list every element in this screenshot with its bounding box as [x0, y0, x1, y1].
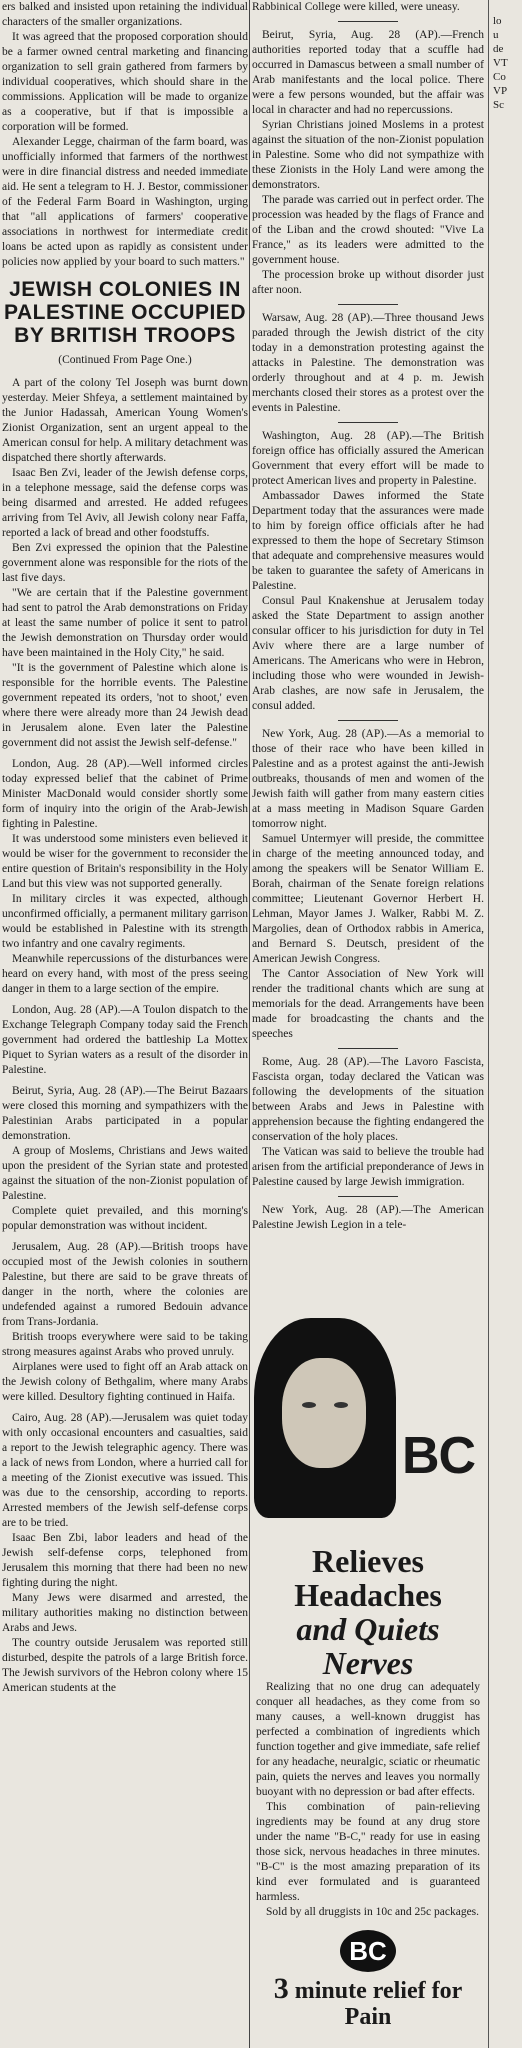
- bc-advertisement: [252, 1318, 484, 2048]
- paragraph: British troops everywhere were said to be taking strong measures against Arabs who proved unruly.: [2, 1331, 248, 1358]
- paragraph: Many Jews were disarmed and arrested, the military authorities making no distinction between Arabs and Jews.: [2, 1592, 248, 1634]
- ad-tagline: [252, 1972, 484, 2030]
- jerusalem-dispatch: [2, 1240, 248, 1405]
- paragraph: Beirut, Syria, Aug. 28 (AP).—French authorities reported today that a scuffle had occurred in Damascus between a small number of Arab manifestants and the local police. There were a few persons wounded, but the affair was local in character and had no repercussions.: [252, 29, 484, 116]
- ad-paragraph: Realizing that no one drug can adequately conquer all headaches, as they come from so many causes, a well-known druggist has perfected a combination of ingredients which function together and give immediate, safe relief for any headache, neuralgic, sciatic or rheumatic pain, quiets the nerves and leaves you normally buoyant with no depression or bad after effects.: [256, 1681, 480, 1798]
- paragraph: Ambassador Dawes informed the State Department today that the assurances were made to him by foreign office officials after he had expressed to them the hope of Secretary Stimson that adequate and comprehensive measures would be taken to guarantee the safety of Americans in Palestine.: [252, 490, 484, 592]
- paragraph: A group of Moslems, Christians and Jews waited upon the president of the Syrian state and protested against the situation of the non-Zionist population of Palestine.: [2, 1145, 248, 1202]
- paragraph: Complete quiet prevailed, and this morning's popular demonstration was without incident.: [2, 1205, 248, 1232]
- paragraph: Isaac Ben Zbi, labor leaders and head of the Jewish self-defense corps, telephoned from Jerusalem this morning that there had been no new fighting during the night.: [2, 1532, 248, 1589]
- paragraph: It was agreed that the proposed corporation should be a farmer owned central marketing and financing organization to sell grain gathered from farmers by individual cooperatives, which should share in the commissions. Application will be made to organize as a cooperative, but if that is impossible a corporation will be formed.: [2, 31, 248, 133]
- divider: [338, 1048, 398, 1049]
- london-toulon-dispatch: [2, 1003, 248, 1078]
- paragraph: Alexander Legge, chairman of the farm board, was unofficially informed that farmers of the northwest were in dire financial distress and needed immediate aid. He sent a telegram to H. J. Bestor, commissioner of the Federal Farm Board in Washington, urging that "all applications of farmers' cooperative associations in northwest for intermediate credit loans be acted upon as rapidly as consistent under policies now applied by your board to such matters.": [2, 136, 248, 268]
- paragraph: The Vatican was said to believe the trouble had arisen from the artificial preponderance of Jews in Palestine caused by large Jewish immigration.: [252, 1146, 484, 1188]
- divider: [338, 720, 398, 721]
- paragraph: Warsaw, Aug. 28 (AP).—Three thousand Jews paraded through the Jewish district of the city today in a demonstration protesting against the attacks in Palestine. The demonstration was orderly throughout and at 4 p. m. Jewish merchants closed their stores as a protest over the events in Palestine.: [252, 312, 484, 414]
- paragraph: "It is the government of Palestine which alone is responsible for the horrible events. The Palestine government repeated its orders, 'not to shoot,' even where there were already more than 24 Jewish dead in Jerusalem alone. Even later the Palestine government did not assist the Jewish self-defense.": [2, 662, 248, 749]
- paragraph: London, Aug. 28 (AP).—Well informed circles today expressed belief that the cabinet of Prime Minister MacDonald would consider shortly some form of inquiry into the origin of the Arab-Jewish fighting in Palestine.: [2, 758, 248, 830]
- paragraph: The Cantor Association of New York will render the traditional chants which are sung at memorials for the dead. Arrangements have been made for broadcasting the chants and the speeches: [252, 968, 484, 1040]
- cairo-dispatch: [2, 1411, 248, 1696]
- column-middle: [252, 0, 484, 2048]
- beirut-dispatch: [2, 1084, 248, 1234]
- washington-dispatch: [252, 429, 484, 714]
- cropped-fragment: VT: [493, 57, 508, 69]
- paragraph: Rabbinical College were killed, were uneasy.: [252, 1, 460, 13]
- paragraph: Rome, Aug. 28 (AP).—The Lavoro Fascista, Fascista organ, today declared the Vatican was following the developments of the situation between Arabs and Jews in Palestine with apprehension because the fighting endangered the conservation of the holy places.: [252, 1056, 484, 1143]
- cropped-fragment: Sc: [493, 99, 504, 111]
- paragraph: "We are certain that if the Palestine government had sent to patrol the Arab demonstrations on Friday at least the same number of police it sent to patrol the Jewish demonstration on Thursday order would have been maintained in the Holy City," he said.: [2, 587, 248, 659]
- paragraph: It was understood some ministers even believed it would be wiser for the government to reconsider the entire question of Britain's responsibility in the Holy Land but this view was not supported generally.: [2, 833, 248, 890]
- cropped-fragment: Co: [493, 71, 506, 83]
- paragraph: Airplanes were used to fight off an Arab attack on the Jewish colony of Bethgalim, where many Arabs were killed. Desultory fighting continued in Haifa.: [2, 1361, 248, 1403]
- ad-headline-2: and Quiets Nerves: [296, 1611, 440, 1681]
- tagline-text: minute relief for Pain: [294, 1978, 463, 2030]
- paragraph: Syrian Christians joined Moslems in a protest against the situation of the non-Zionist population in Palestine. Some who did not sympathize with these Zionists in the Holy Land were among the demonstrators.: [252, 119, 484, 191]
- paragraph: A part of the colony Tel Joseph was burnt down yesterday. Meier Shfeya, a settlement maintained by the Junior Hadassah, American Young Women's Zionist Organization, sent an urgent appeal to the American consul for help. A military detachment was dispatched there shortly afterwards.: [2, 377, 248, 464]
- paragraph: Beirut, Syria, Aug. 28 (AP).—The Beirut Bazaars were closed this morning and sympathizers with the Palestinian Arabs participated in a popular demonstration.: [2, 1085, 248, 1142]
- tagline-number: 3: [273, 1972, 289, 2005]
- paragraph: New York, Aug. 28 (AP).—As a memorial to those of their race who have been killed in Palestine and as a protest against the anti-Jewish outbreaks, thousands of men and women of the Jewish faith will gather from many eastern cities at a mass meeting in Madison Square Garden tomorrow night.: [252, 728, 484, 830]
- ad-paragraph: This combination of pain-relieving ingredients may be found at any drug store under the name "B-C," ready for use in easing those sick, nervous headaches in three minutes. "B-C" is the most amazing preparation of its kind ever formulated and is guaranteed harmless.: [256, 1801, 480, 1903]
- paragraph: ers balked and insisted upon retaining the individual characters of the smaller organizations.: [2, 1, 248, 28]
- divider: [338, 304, 398, 305]
- paragraph: Meanwhile repercussions of the disturbances were heard on every hand, with most of the press seeing danger in them to a large section of the empire.: [2, 953, 248, 995]
- palestine-article: [2, 376, 248, 751]
- paragraph: Isaac Ben Zvi, leader of the Jewish defense corps, in a telephone message, said the defense corps was being disarmed and arrested. He added refugees arriving from Tel Aviv, all Jewish colony near Faffa, reported a lack of bread and other foodstuffs.: [2, 467, 248, 539]
- ad-paragraph: Sold by all druggists in 10c and 25c packages.: [266, 1906, 480, 1918]
- farm-board-article: [2, 0, 248, 270]
- cropped-fragment: u: [493, 29, 499, 41]
- paragraph: New York, Aug. 28 (AP).—The American Palestine Jewish Legion in a tele-: [252, 1204, 484, 1231]
- paragraph: Cairo, Aug. 28 (AP).—Jerusalem was quiet today with only occasional encounters and casualties, said a report to the Jewish telegraphic agency. There was a lack of news from London, where a hurried call for a meeting of the Zionist executive was issued. This was due to the censorship, according to reports. Arrested members of the Jewish self-defense corps are to be tried.: [2, 1412, 248, 1529]
- beirut-french-dispatch: [252, 28, 484, 298]
- divider: [338, 21, 398, 22]
- divider: [338, 1196, 398, 1197]
- headline: JEWISH COLONIES IN PALESTINE OCCUPIED BY BRITISH TROOPS: [4, 278, 246, 347]
- warsaw-dispatch: [252, 311, 484, 416]
- woman-portrait: [254, 1318, 396, 1518]
- paragraph: Consul Paul Knakenshue at Jerusalem today asked the State Department to assign another consular officer to his jurisdiction for duty in Tel Aviv where there are a large number of Americans. The Americans who were in Hebron, including those who were wounded in Jewish-Arab clashes, are now safe in Jerusalem, the consul added.: [252, 595, 484, 712]
- rome-dispatch: [252, 1055, 484, 1190]
- paragraph: The procession broke up without disorder just after noon.: [252, 269, 484, 296]
- cropped-fragment: de: [493, 43, 504, 55]
- paragraph: Ben Zvi expressed the opinion that the Palestine government alone was responsible for the riots of the last five days.: [2, 542, 248, 584]
- divider: [338, 422, 398, 423]
- column-left: [2, 0, 248, 2048]
- paragraph: London, Aug. 28 (AP).—A Toulon dispatch to the Exchange Telegraph Company today said the French government had ordered the battleship La Mottex Piquet to Syrian waters as a result of the disorder in Palestine.: [2, 1004, 248, 1076]
- new-york-legion-dispatch: [252, 1203, 484, 1233]
- cropped-fragment: lo: [493, 15, 502, 27]
- paragraph: The country outside Jerusalem was reported still disturbed, despite the patrols of a large British force. The Jewish survivors of the Hebron colony where 15 American students at the: [2, 1637, 248, 1694]
- ad-headline: Relieves Headaches: [294, 1543, 442, 1613]
- paragraph: Jerusalem, Aug. 28 (AP).—British troops have occupied most of the Jewish colonies in southern Palestine, but there are said to be grave threats of danger in the north, where the colonies are undefended against a rumored Bedouin advance from Trans-Jordania.: [2, 1241, 248, 1328]
- paragraph: The parade was carried out in perfect order. The procession was headed by the flags of France and of the Liban and the crowd shouted: "Vive La France," as its leaders were admitted to the government house.: [252, 194, 484, 266]
- cropped-fragment: VP: [493, 85, 508, 97]
- bc-logo-text: BC: [402, 1427, 476, 1485]
- paragraph: Samuel Untermyer will preside, the committee in charge of the meeting announced today, and among the speakers will be Senator William E. Borah, chairman of the Senate foreign relations committee; Lieutenant Governor Herbert H. Lehman, Mayor James J. Walker, Rabbi M. Z. Margolies, dean of Orthodox rabbis in America, and Bernard S. Deutsch, president of the American Jewish Congress.: [252, 833, 484, 965]
- new-york-dispatch: [252, 727, 484, 1042]
- column-rule: [249, 0, 250, 2048]
- column-right-cropped: [488, 0, 522, 2048]
- paragraph: Washington, Aug. 28 (AP).—The British foreign office has officially assured the American Government that every effort will be made to protect American lives and property in Palestine.: [252, 430, 484, 487]
- continued-line: (Continued From Page One.): [58, 354, 192, 366]
- bc-logo-badge: BC: [340, 1930, 396, 1972]
- paragraph: In military circles it was expected, although unconfirmed officially, a permanent military garrison would be established in Palestine with its strength two infantry and one cavalry regiments.: [2, 893, 248, 950]
- london-dispatch: [2, 757, 248, 997]
